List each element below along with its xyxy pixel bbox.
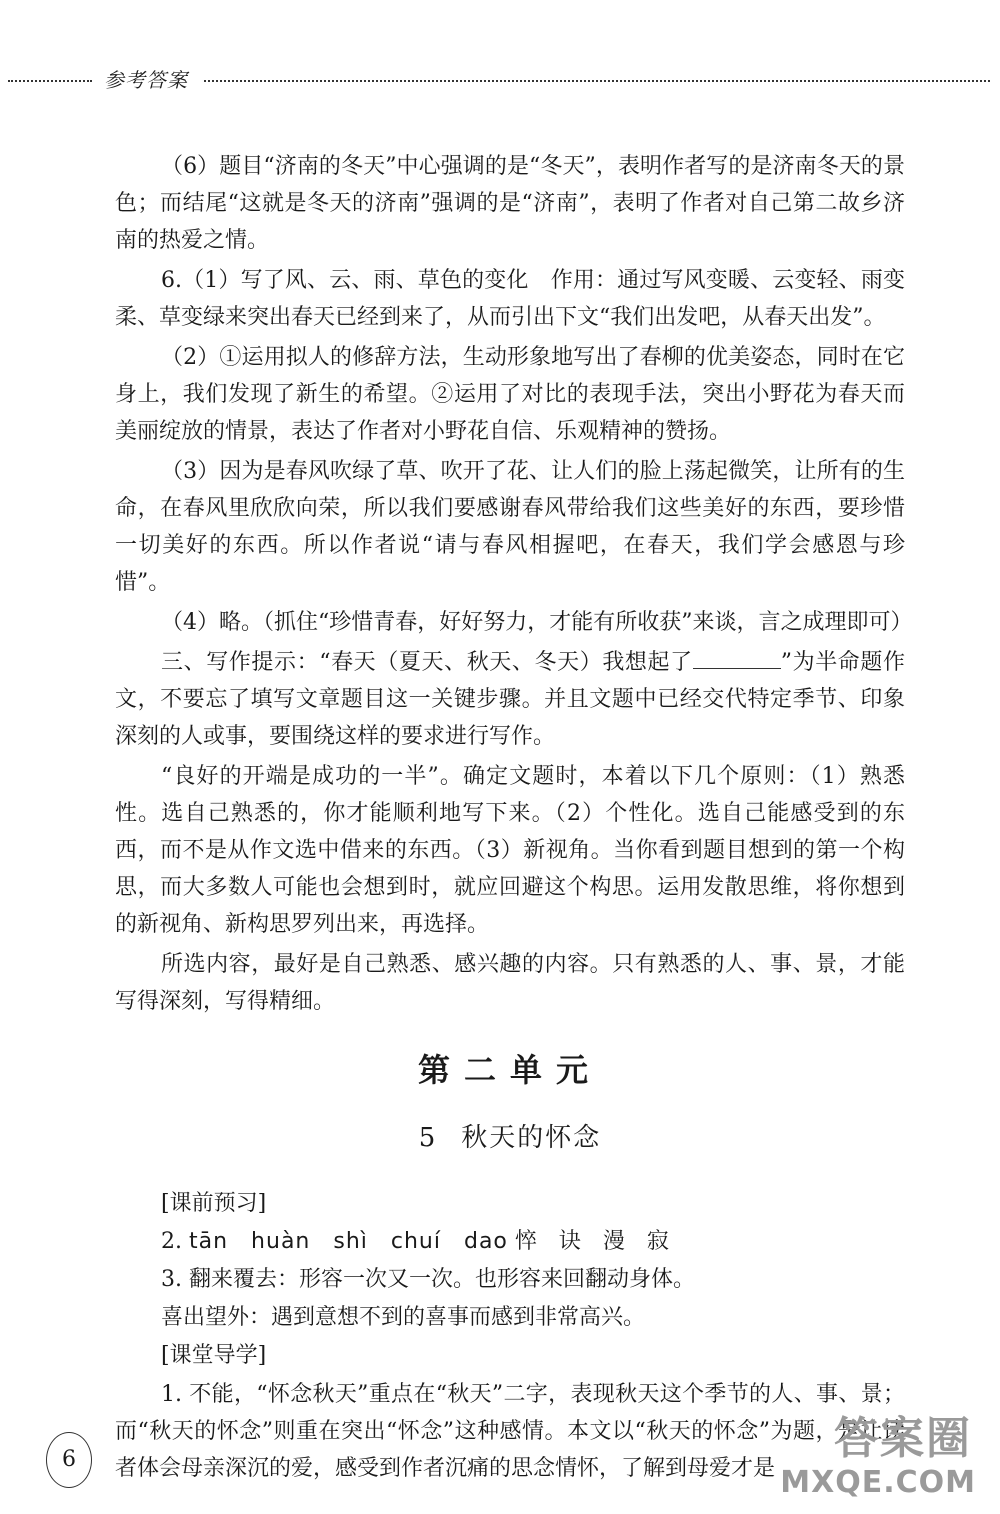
lesson-number: 5 [418, 1123, 438, 1153]
unit-title: 第二单元 [417, 1051, 602, 1089]
page-number: 6 [46, 1432, 92, 1488]
preview-item-3: 3. 翻来覆去：形容一次又一次。也形容来回翻动身体。 [161, 1267, 695, 1292]
writing-tip-after-blank: ”为半命题作文，不要忘了填写文章题目这一关键步骤。并且文题中已经交代特定季节、印象深刻的人或事，要围绕这样的要求进行写作。 [115, 650, 905, 749]
answer-paragraph: （3）因为是春风吹绿了草、吹开了花、让人们的脸上荡起微笑，让所有的生命，在春风里欣欣向荣，所以我们要感谢春风带给我们这些美好的东西，要珍惜一切美好的东西。所以作者说“请与春风相握吧，在春天，我们学会感恩与珍惜”。 [115, 459, 905, 595]
preview-item-3b: 喜出望外：遇到意想不到的喜事而感到非常高兴。 [161, 1305, 646, 1330]
watermark-url: MXQE.COM [780, 1465, 976, 1500]
header-title: 参考答案 [104, 68, 188, 92]
watermark-logo-text: 答案圈 [834, 1413, 972, 1464]
answer-paragraph: （2）①运用拟人的修辞方法，生动形象地写出了春柳的优美姿态，同时在它身上，我们发现了新生的希望。②运用了对比的表现手法，突出小野花为春天而美丽绽放的情景，表达了作者对小野花自信、乐观精神的赞扬。 [115, 345, 905, 444]
writing-principles-paragraph: “良好的开端是成功的一半”。确定文题时，本着以下几个原则：（1）熟悉性。选自己熟悉的，你才能顺利地写下来。（2）个性化。选自己能感受到的东西，而不是从作文选中借来的东西。（3）新视角。当你看到题目想到的第一个构思，而大多数人可能也会想到时，就应回避这个构思。运用发散思维，将你想到的新视角、新构思罗列出来，再选择。 [115, 764, 905, 937]
header-dotted-rule-right [204, 80, 990, 82]
preview-heading: [课前预习] [161, 1191, 267, 1216]
guide-item-1: 1. 不能，“怀念秋天”重点在“秋天”二字，表现秋天这个季节的人、事、景；而“秋天的怀念”则重在突出“怀念”这种感情。本文以“秋天的怀念”为题，是让读者体会母亲深沉的爱，感受到作者沉痛的思念情怀，了解到母爱才是 [115, 1382, 905, 1481]
writing-tip-paragraph [115, 644, 905, 755]
fill-in-blank [693, 646, 781, 669]
page-body [115, 148, 913, 1490]
writing-content-paragraph: 所选内容，最好是自己熟悉、感兴趣的内容。只有熟悉的人、事、景，才能写得深刻，写得精细。 [115, 952, 905, 1014]
header-dotted-rule-left [8, 80, 92, 82]
answer-paragraph: （6）题目“济南的冬天”中心强调的是“冬天”，表明作者写的是济南冬天的景色；而结尾“这就是冬天的济南”强调的是“济南”，表明了作者对自己第二故乡济南的热爱之情。 [115, 154, 905, 253]
writing-tip-before-blank: 三、写作提示：“春天（夏天、秋天、冬天）我想起了 [161, 650, 693, 675]
answer-paragraph: 6.（1）写了风、云、雨、草色的变化 作用：通过写风变暖、云变轻、雨变柔、草变绿来突出春天已经到来了，从而引出下文“我们出发吧，从春天出发”。 [115, 268, 905, 330]
page-header [0, 62, 1000, 102]
answer-paragraph: （4）略。（抓住“珍惜青春，好好努力，才能有所收获”来谈，言之成理即可） [161, 610, 913, 635]
preview-item-2-chars: 悴 诀 漫 寂 [514, 1229, 669, 1254]
guide-heading: [课堂导学] [161, 1343, 267, 1368]
preview-item-2 [161, 1224, 905, 1260]
preview-item-2-pinyin: tān huàn shì chuí dao [189, 1229, 508, 1254]
lesson-name: 秋天的怀念 [461, 1123, 602, 1153]
lesson-title [115, 1120, 905, 1156]
watermark [762, 1402, 982, 1502]
preview-item-2-label: 2. [161, 1229, 182, 1254]
